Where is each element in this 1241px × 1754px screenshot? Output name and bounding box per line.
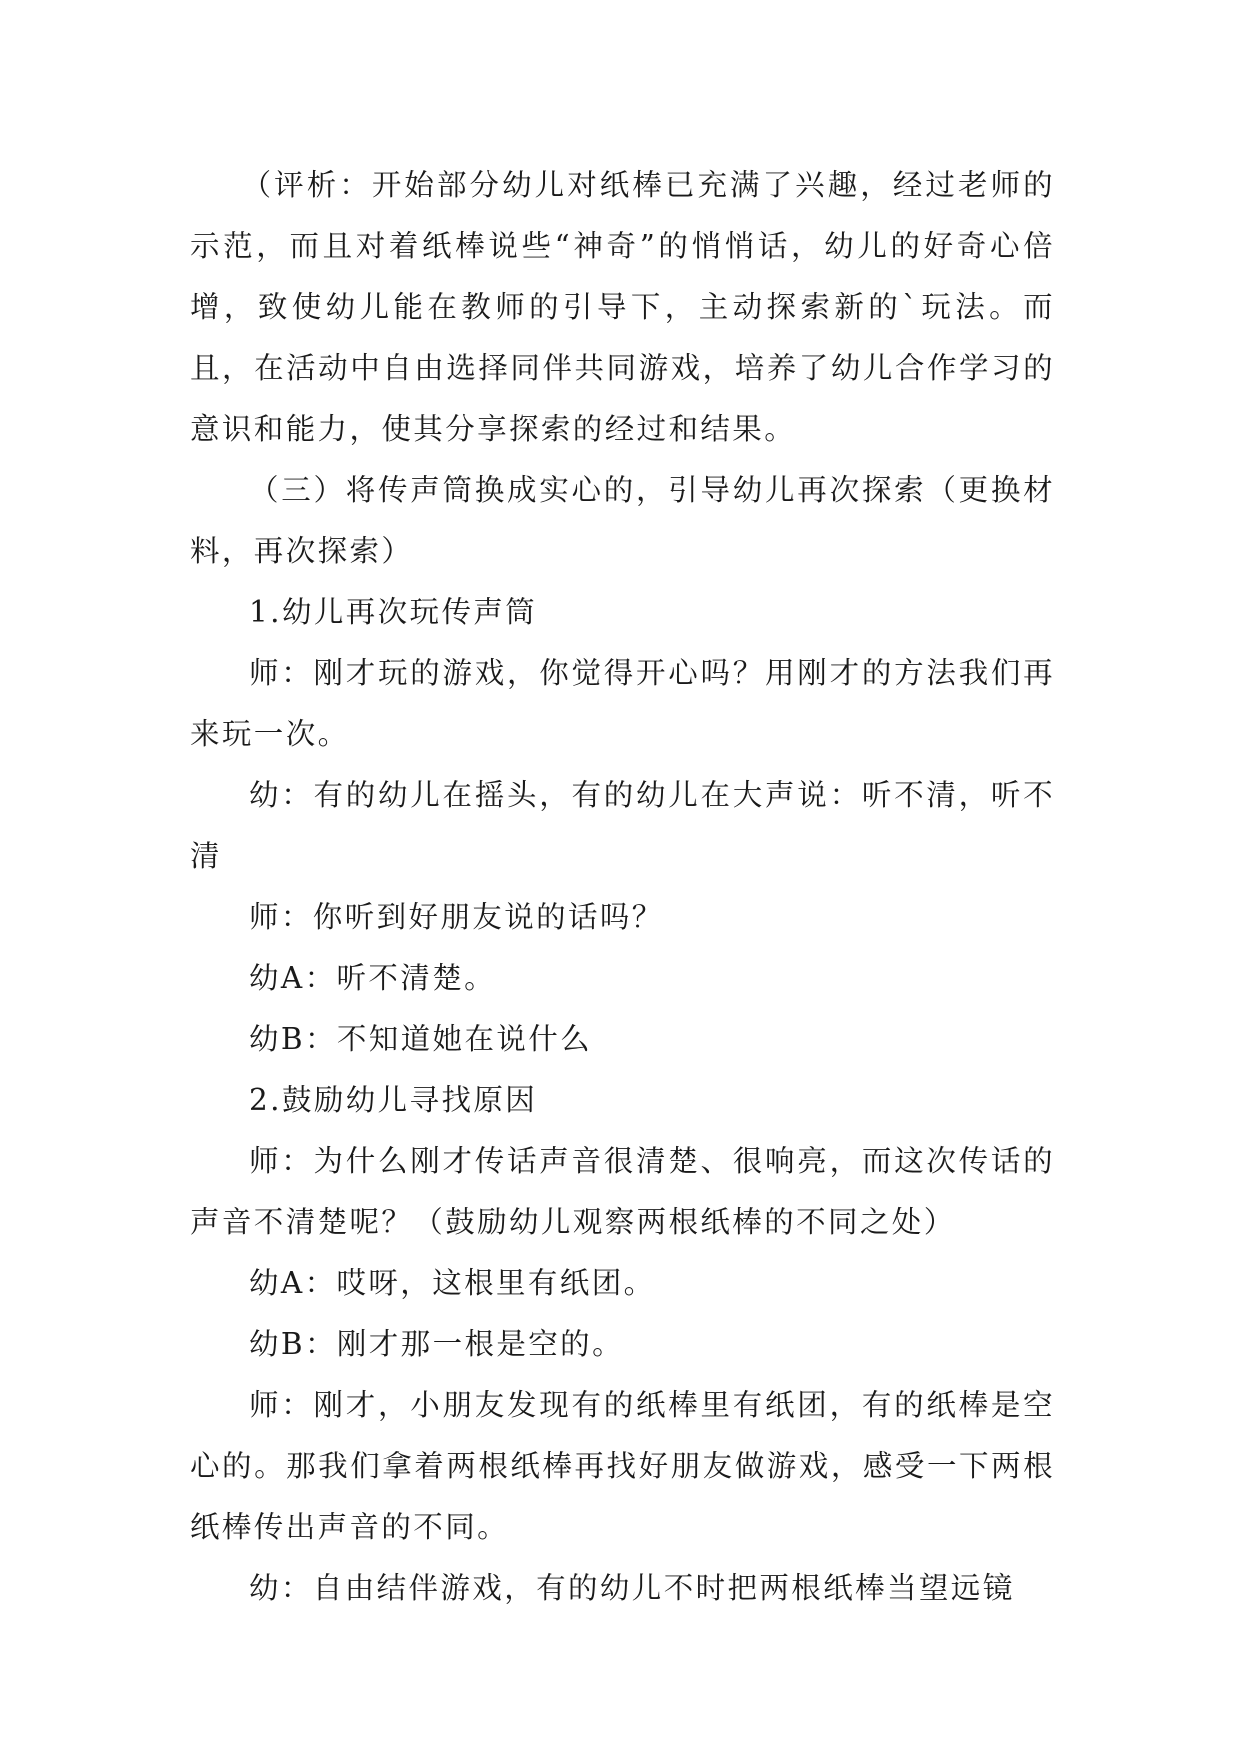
paragraph-child-a-1: 幼A：听不清楚。 [249,961,497,995]
paragraph-step-1: 1.幼儿再次玩传声筒 [249,595,538,629]
paragraph-teacher-4: 师：刚才，小朋友发现有的纸棒里有纸团，有的纸棒是空心的。那我们拿着两根纸棒再找好朋友做游戏，感受一下两根纸棒传出声音的不同。 [190,1388,1055,1544]
paragraph-analysis: （评析：开始部分幼儿对纸棒已充满了兴趣，经过老师的示范，而且对着纸棒说些“神奇”的悄悄话，幼儿的好奇心倍增，致使幼儿能在教师的引导下，主动探索新的`玩法。而且，在活动中自由选择同伴共同游戏，培养了幼儿合作学习的意识和能力，使其分享探索的经过和结果。 [190,168,1055,446]
paragraph-child-a-2: 幼A：哎呀，这根里有纸团。 [249,1266,656,1300]
document-page [190,155,1055,1619]
paragraph-teacher-1: 师：刚才玩的游戏，你觉得开心吗？用刚才的方法我们再来玩一次。 [190,656,1055,751]
paragraph-child-1: 幼：有的幼儿在摇头，有的幼儿在大声说：听不清，听不清 [190,778,1055,873]
paragraph-section-three: （三）将传声筒换成实心的，引导幼儿再次探索（更换材料，再次探索） [190,473,1055,568]
paragraph-teacher-3: 师：为什么刚才传话声音很清楚、很响亮，而这次传话的声音不清楚呢？（鼓励幼儿观察两根纸棒的不同之处） [190,1144,1055,1239]
paragraph-teacher-2: 师：你听到好朋友说的话吗？ [249,900,664,934]
paragraph-child-b-1: 幼B：不知道她在说什么 [249,1022,593,1056]
paragraph-child-2: 幼：自由结伴游戏，有的幼儿不时把两根纸棒当望远镜 [249,1571,1015,1605]
paragraph-step-2: 2.鼓励幼儿寻找原因 [249,1083,538,1117]
paragraph-child-b-2: 幼B：刚才那一根是空的。 [249,1327,624,1361]
